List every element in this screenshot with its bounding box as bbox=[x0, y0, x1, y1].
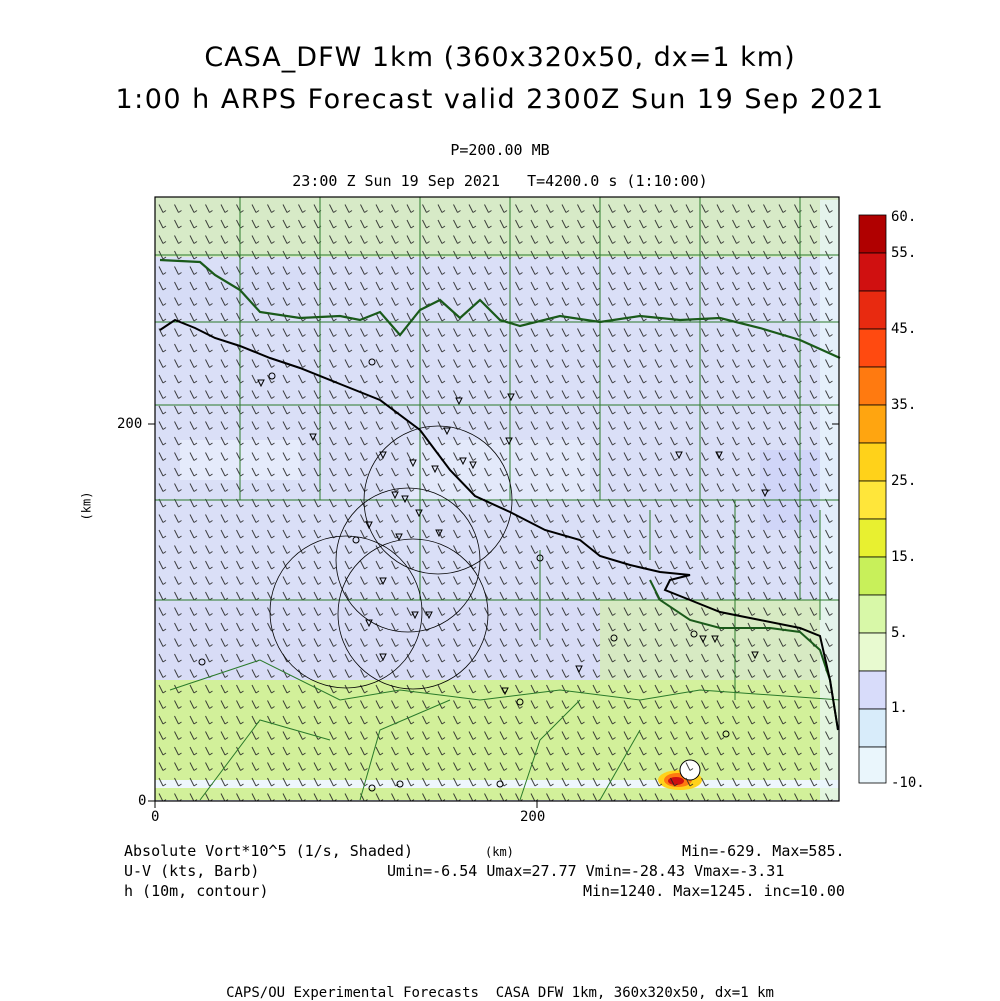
legend-field-vorticity: Absolute Vort*10^5 (1/s, Shaded) bbox=[124, 842, 413, 860]
colorbar-label-neg10: -10. bbox=[891, 775, 925, 791]
legend-field-wind: U-V (kts, Barb) bbox=[124, 862, 260, 880]
colorbar-label-45: 45. bbox=[891, 321, 917, 337]
title-line-1: CASA_DFW 1km (360x320x50, dx=1 km) bbox=[204, 42, 796, 73]
colorbar bbox=[859, 215, 886, 783]
colorbar-label-1: 1. bbox=[891, 700, 908, 716]
colorbar-label-35: 35. bbox=[891, 397, 917, 413]
x-axis-label: (km) bbox=[485, 845, 514, 859]
pressure-level: P=200.00 MB bbox=[450, 141, 550, 159]
footer-credit: CAPS/OU Experimental Forecasts CASA DFW 1km, 360x320x50, dx=1 km bbox=[226, 985, 774, 1001]
y-tick-0: 0 bbox=[138, 793, 147, 809]
wind-barbs bbox=[155, 197, 839, 801]
colorbar-label-55: 55. bbox=[891, 245, 917, 261]
colorbar-label-15: 15. bbox=[891, 549, 917, 565]
legend-height-stats: Min=1240. Max=1245. inc=10.00 bbox=[583, 882, 845, 900]
colorbar-label-60: 60. bbox=[891, 209, 917, 225]
legend-field-height: h (10m, contour) bbox=[124, 882, 269, 900]
valid-time: 23:00 Z Sun 19 Sep 2021 T=4200.0 s (1:10:00) bbox=[292, 172, 708, 190]
title-line-2: 1:00 h ARPS Forecast valid 2300Z Sun 19 Sep 2021 bbox=[115, 84, 885, 115]
x-tick-200: 200 bbox=[520, 809, 546, 825]
legend-wind-stats: Umin=-6.54 Umax=27.77 Vmin=-28.43 Vmax=-3.31 bbox=[387, 862, 785, 880]
x-tick-0: 0 bbox=[151, 809, 160, 825]
legend-vorticity-stats: Min=-629. Max=585. bbox=[682, 842, 845, 860]
y-tick-200: 200 bbox=[117, 416, 143, 432]
y-axis-label: (km) bbox=[79, 491, 94, 521]
colorbar-label-5: 5. bbox=[891, 625, 908, 641]
colorbar-label-25: 25. bbox=[891, 473, 917, 489]
